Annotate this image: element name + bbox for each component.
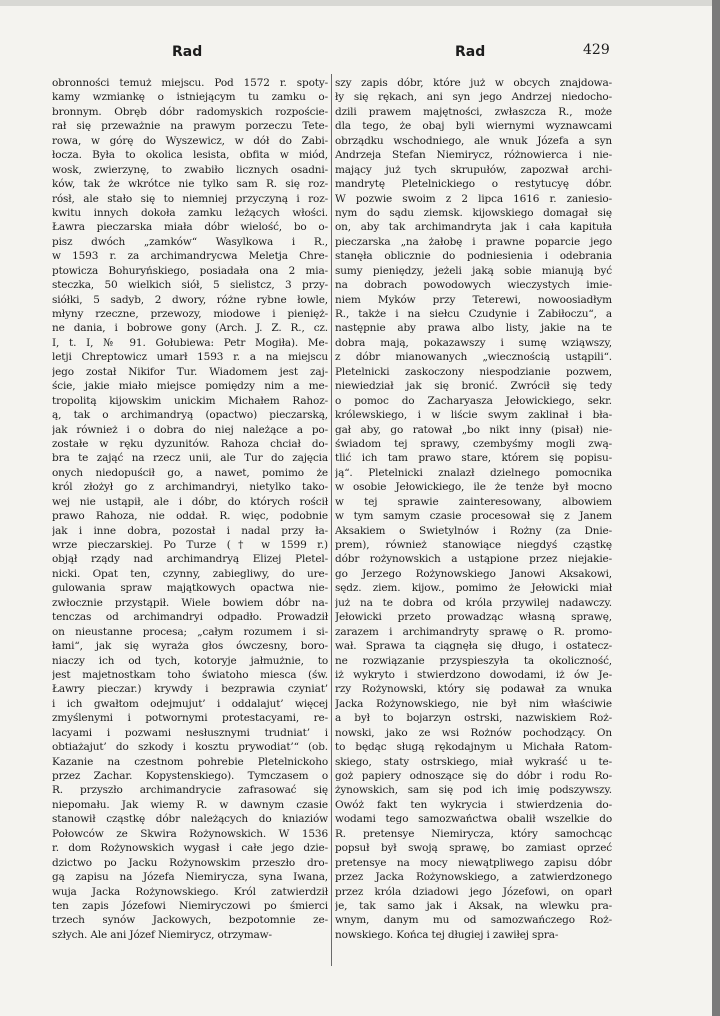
text-line: kamy wzmiankę o istniejącym tu zamku o- <box>52 91 328 104</box>
text-line: Kazanie na czestnom pohrebie Pletelnickoho <box>52 755 328 768</box>
text-line: obtiażajut’ do szkody i kosztu prywodiat’“ (ob. <box>52 741 328 754</box>
text-line: go Jerzego Rożynowskiego Janowi Aksakowi, <box>335 567 612 580</box>
left-running-title: Rad <box>172 44 203 60</box>
text-line: a był to bojarzyn ostrski, nazwiskiem Roż- <box>335 712 612 725</box>
text-line: w tej sprawie zainteresowany, albowiem <box>335 495 612 508</box>
text-line: w tym samym czasie procesował się z Janem <box>335 510 612 523</box>
text-line: o pomoc do Zacharyasza Jełowickiego, sekr. <box>335 394 612 407</box>
text-line: jak i inne dobra, pozostał i nadal przy ła- <box>52 524 328 537</box>
text-line: wosk, zwierzynę, to zwabiło licznych osadni- <box>52 163 328 176</box>
text-line: wrze pieczarskiej. Po Turze († w 1599 r.) <box>52 539 328 551</box>
text-line: mający już tych skrupułów, zapozwał archi- <box>335 163 612 176</box>
text-line: I, t. I, № 91. Gołubiewa: Petr Mogiła). Me- <box>52 336 328 349</box>
text-line: królewskiego, i w liście swym zaklinał i bła- <box>335 409 612 422</box>
text-line: objął rządy nad archimandryą Elizej Pletel- <box>52 553 328 566</box>
text-line: siółki, 5 sadyb, 2 dwory, różne rybne łowle, <box>52 293 328 306</box>
text-line: jest majetnostkam toho światoho miesca (św. <box>52 668 328 681</box>
text-line: szy zapis dóbr, które już w obcych znajdowa- <box>335 77 612 89</box>
text-line: rósł, ale stało się to niemniej przyczyną i roz- <box>52 192 328 205</box>
text-line: gał aby, go ratował „bo nikt inny (pisał) nie- <box>335 423 612 436</box>
text-line: dzili prawem majętności, zwłaszcza R., może <box>335 105 612 118</box>
text-line: w 1593 r. za archimandrycwa Meletja Chre- <box>52 250 328 263</box>
text-line: świadom tej sprawy, czembyśmy mogli zwą- <box>335 437 612 450</box>
text-line: Owóż fakt ten wykrycia i stwierdzenia do- <box>335 798 612 811</box>
text-line: Ławra pieczarska miała dóbr wielość, bo o- <box>52 221 328 234</box>
text-line: Aksakiem o Swietylnów i Rożny (za Dnie- <box>335 524 612 537</box>
text-line: nicki. Opat ten, czynny, zabiegliwy, do ure- <box>52 567 328 580</box>
text-line: bronnym. Obręb dóbr radomyskich rozpoście- <box>52 105 328 118</box>
text-line: tenczas od archimandryi odpadło. Prowadził <box>52 611 328 624</box>
text-line: rał się przeważnie na prawym porzeczu Tete- <box>52 120 328 133</box>
text-line: jego został Nikifor Tur. Wiadomem jest zaj- <box>52 365 328 378</box>
text-line: bra te zająć na rzecz unii, ale Tur do zajęcia <box>52 452 328 465</box>
text-line: sumy pieniędzy, jeżeli jaką sobie mianują być <box>335 264 612 277</box>
text-line: ły się rękach, ani syn jego Andrzej niedocho- <box>335 91 612 104</box>
text-line: niem Myków przy Teterewi, nowoosiadłym <box>335 293 612 306</box>
text-line: pisz dwóch „zamków“ Wasylkowa i R., <box>52 235 328 248</box>
text-line: tropolitą kijowskim unickim Michałem Rahoz- <box>52 394 328 407</box>
text-line: niewiedział jak się bronić. Zwrócił się tedy <box>335 380 612 393</box>
text-line: ne dania, i bobrowe gony (Arch. J. Z. R., cz. <box>52 322 328 335</box>
text-line: prawo Rahoza, nie oddał. R. więc, podobnie <box>52 510 328 523</box>
text-line: tlić ich tam prawo stare, którem się popisu- <box>335 452 612 465</box>
text-line: zmyślenymi i potwornymi protestacyami, re- <box>52 712 328 725</box>
text-line: ją“. Pletelnicki znalazł dzielnego pomocnika <box>335 466 612 479</box>
text-line: żynowskich, sam się pod ich imię podszywszy. <box>335 784 612 797</box>
text-line: już na te dobra od króla przywilej nadawczy. <box>335 596 612 609</box>
text-line: dla tego, że obaj byli wiernymi wyznawcami <box>335 120 612 133</box>
scan-top-edge <box>0 0 720 6</box>
text-line: ście, jakie miało miejsce pomiędzy nim a me- <box>52 380 328 393</box>
column-divider <box>331 74 332 966</box>
text-line: szłych. Ale ani Józef Niemirycz, otrzymaw- <box>52 928 272 941</box>
scan-right-edge <box>712 0 720 1016</box>
text-line: obrządku wschodniego, ale wnuk Józefa a syn <box>335 134 612 147</box>
text-line: dóbr rożynowskich a ustąpione przez niejakie- <box>335 553 612 566</box>
text-line: ptowicza Bohuryńskiego, posiadała ona 2 mia- <box>52 264 328 277</box>
text-line: wał. Sprawa ta ciągnęła się długo, i ostatecz- <box>335 640 612 653</box>
text-line: ten zapis Józefowi Niemiryczowi po śmierci <box>52 899 328 912</box>
text-line: Pletelnicki zaskoczony niespodzianie pozwem, <box>335 365 612 378</box>
page-header <box>0 40 720 64</box>
text-line: rowa, w górę do Wyszewicz, w dół do Zabi- <box>52 134 328 147</box>
text-line: zostałe w ręku dyzunitów. Rahoza chciał do- <box>52 437 328 450</box>
text-line: R. przyszło archimandrycie zafrasować się <box>52 784 328 797</box>
text-line: to będąc sługą rękodajnym u Michała Ratom- <box>335 741 612 754</box>
text-line: on nieustanne procesa; „całym rozumem i si- <box>52 625 328 638</box>
text-line: r. dom Rożynowskich wygasł i całe jego dzie- <box>52 842 328 855</box>
text-line: Jełowicki przeto prowadząc własną sprawę, <box>335 611 612 624</box>
text-line: gą zapisu na Józefa Niemirycza, syna Iwana, <box>52 871 328 884</box>
text-line: nowski, jako ze wsi Rożnów pochodzący. On <box>335 726 612 739</box>
text-line: wnym, danym mu od samozwańczego Roż- <box>335 914 612 927</box>
text-line: goż papiery odnoszące się do dóbr i rodu Ro- <box>335 770 612 782</box>
text-line: niaczy ich od tych, kotoryje jałmużnie, to <box>52 654 328 667</box>
text-line: rzy Rożynowski, który się podawał za wnuka <box>335 683 612 696</box>
text-line: W pozwie swoim z 2 lipca 1616 r. zaniesio- <box>335 192 612 205</box>
page-number: 429 <box>583 42 610 58</box>
text-line: Andrzeja Stefan Niemirycz, różnowierca i nie- <box>335 149 612 162</box>
text-line: trzech synów Jackowych, bezpotomnie ze- <box>52 914 328 927</box>
text-line: łocza. Była to okolica lesista, obfita w miód, <box>52 149 328 162</box>
text-line: iż wykryto i stwierdzono dowodami, iż ów Je- <box>335 668 612 681</box>
text-line: łami“, jak się wyraża głos ówczesny, boro- <box>52 640 328 653</box>
text-line: wodami tego samozwańctwa obalił wszelkie do <box>335 813 612 826</box>
text-line: Połowców ze Skwira Rożynowskich. W 1536 <box>52 827 328 840</box>
right-text-column <box>335 76 612 976</box>
text-line: na dobrach powodowych wieczystych imie- <box>335 279 612 292</box>
text-line: mandrytę Pletelnickiego o restytucyę dóbr. <box>335 178 612 191</box>
text-line: kwitu innych dokoła zamku leżących włości. <box>52 206 328 219</box>
text-line: je, tak samo jak i Aksak, na wlewku pra- <box>335 899 612 912</box>
text-line: ków, tak że wkrótce nie tylko sam R. się roz- <box>52 178 328 191</box>
right-running-title: Rad <box>455 44 486 60</box>
left-text-column <box>52 76 328 976</box>
text-line: prem), również stanowiące niegdyś cząstkę <box>335 539 612 551</box>
text-line: Jacka Rożynowskiego, nie był nim właściwie <box>335 697 612 710</box>
text-line: sędz. ziem. kijow., pomimo że Jełowicki miał <box>335 582 612 595</box>
text-line: R. pretensye Niemirycza, który samochcąc <box>335 827 612 840</box>
text-line: gulowania spraw majątkowych opactwa nie- <box>52 582 328 595</box>
text-line: on, aby tak archimandryta jak i cała kapituła <box>335 221 612 234</box>
text-line: przez Jacka Rożynowskiego, a zatwierdzonego <box>335 871 612 884</box>
text-line: w osobie Jełowickiego, ile że tenże był mocno <box>335 481 612 494</box>
text-line: nym do sądu ziemsk. kijowskiego domagał się <box>335 206 612 219</box>
text-line: młyny rzeczne, przewozy, miodowe i pienięż- <box>52 308 328 320</box>
text-line: jak również i o dobra do niej należące a po- <box>52 423 328 436</box>
text-line: lacyami i pozwami nesłusznymi trudniat’ i <box>52 726 328 739</box>
text-line: zwłocznie przystąpił. Wiele bowiem dóbr na- <box>52 596 328 609</box>
text-line: zarazem i archimandryty sprawę o R. promo- <box>335 625 612 638</box>
text-line: dzictwo po Jacku Rożynowskim przeszło dro- <box>52 856 328 869</box>
text-line: niepomału. Jak wiemy R. w dawnym czasie <box>52 798 328 811</box>
text-line: stanowił cząstkę dóbr należących do kniaziów <box>52 813 328 826</box>
text-line: nowskiego. Końca tej długiej i zawiłej spra- <box>335 928 559 941</box>
text-line: stanęła oblicznie do podniesienia i odebrania <box>335 250 612 263</box>
text-line: wuja Jacka Rożynowskiego. Król zatwierdził <box>52 885 328 898</box>
text-line: ą, tak o archimandryą (opactwo) pieczarską, <box>52 409 328 422</box>
text-line: obronności temuż miejscu. Pod 1572 r. spoty- <box>52 77 328 89</box>
text-line: pretensye na mocy niewątpliwego zapisu dóbr <box>335 856 612 869</box>
text-line: dobra mają, pokazawszy i sumę wziąwszy, <box>335 336 612 349</box>
text-line: letji Chreptowicz umarł 1593 r. a na miejscu <box>52 351 328 364</box>
text-line: R., także i na siełcu Czudynie i Zabiłoczu“, a <box>335 308 612 320</box>
text-line: popsuł był swoją sprawę, bo zamiast oprzeć <box>335 842 612 855</box>
text-line: pieczarska „na żałobę i prawne poparcie jego <box>335 235 612 248</box>
text-line: przez króla dziadowi jego Józefowi, on oparł <box>335 885 612 898</box>
text-line: Ławry pieczar.) krywdy i bezprawia czyniat’ <box>52 683 328 696</box>
text-line: ne rozwiązanie przyspieszyła ta okoliczność, <box>335 654 612 667</box>
text-line: z dóbr mianowanych „wiecznością ustąpili“. <box>335 351 612 364</box>
text-line: król złożył go z archimandryi, nietylko tako- <box>52 481 328 494</box>
text-line: następnie aby prawa albo listy, jakie na te <box>335 322 612 335</box>
text-line: skiego, staty ostrskiego, miał wykraść u te- <box>335 755 612 768</box>
text-line: przez Zachar. Kopystenskiego). Tymczasem o <box>52 770 328 782</box>
text-line: steczka, 50 wielkich siół, 5 sielistcz, 3 przy- <box>52 279 328 292</box>
text-line: i ich gwałtom odejmujut’ i oddalajut’ więcej <box>52 697 328 710</box>
text-line: wej nie ustąpił, ale i dóbr, do których rościł <box>52 495 328 508</box>
text-line: onych niedopuścił go, a nawet, pomimo że <box>52 466 328 479</box>
